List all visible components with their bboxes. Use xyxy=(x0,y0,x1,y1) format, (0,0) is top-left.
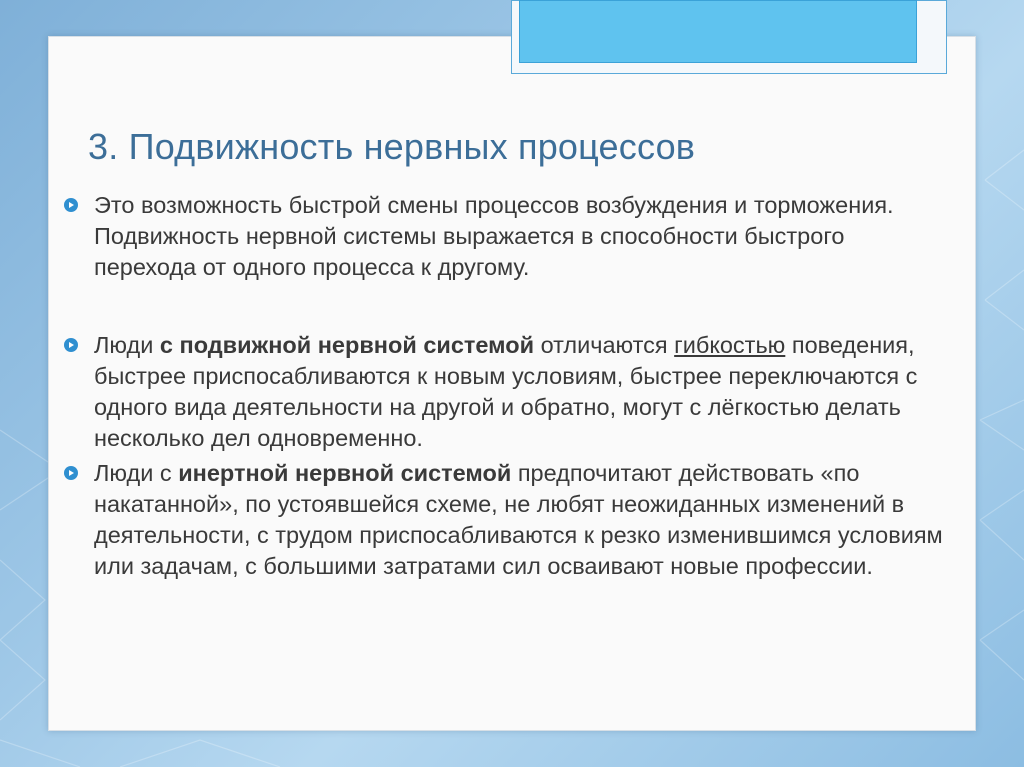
bullet-item xyxy=(64,330,944,454)
bullet-text-start: Люди с xyxy=(94,460,179,486)
bullet-underlined: гибкостью xyxy=(674,332,786,358)
circle-arrow-right-icon xyxy=(64,338,78,352)
bullet-emphasis: инертной нервной системой xyxy=(178,460,512,486)
bullet-emphasis: с подвижной нервной системой xyxy=(159,332,535,358)
bullet-text-end: предпочитают действовать «по накатанной», по устоявшейся схеме, не любят неожиданных изменений в деятельности, с трудом приспосабливаются к резко изменившимся условиям или задачам, с большими затратами сил осваивают новые профессии. xyxy=(94,460,943,579)
bullet-list xyxy=(64,190,944,582)
slide-title: 3. Подвижность нервных процессов xyxy=(88,126,696,167)
circle-arrow-right-icon xyxy=(64,198,78,212)
bullet-text: Это возможность быстрой смены процессов возбуждения и торможения. Подвижность нервной системы выражается в способности быстрого перехода от одного процесса к другому. xyxy=(94,192,894,280)
bullet-text-end: поведения, быстрее приспосабливаются к новым условиям, быстрее переключаются с одного вида деятельности на другой и обратно, могут с лёгкостью делать несколько дел одновременно. xyxy=(94,332,918,451)
bullet-item xyxy=(64,458,944,582)
circle-arrow-right-icon xyxy=(64,466,78,480)
bullet-item xyxy=(64,190,944,283)
accent-block xyxy=(519,0,917,63)
bullet-text-middle: отличаются xyxy=(534,332,675,358)
bullet-text-start: Люди xyxy=(94,332,160,358)
